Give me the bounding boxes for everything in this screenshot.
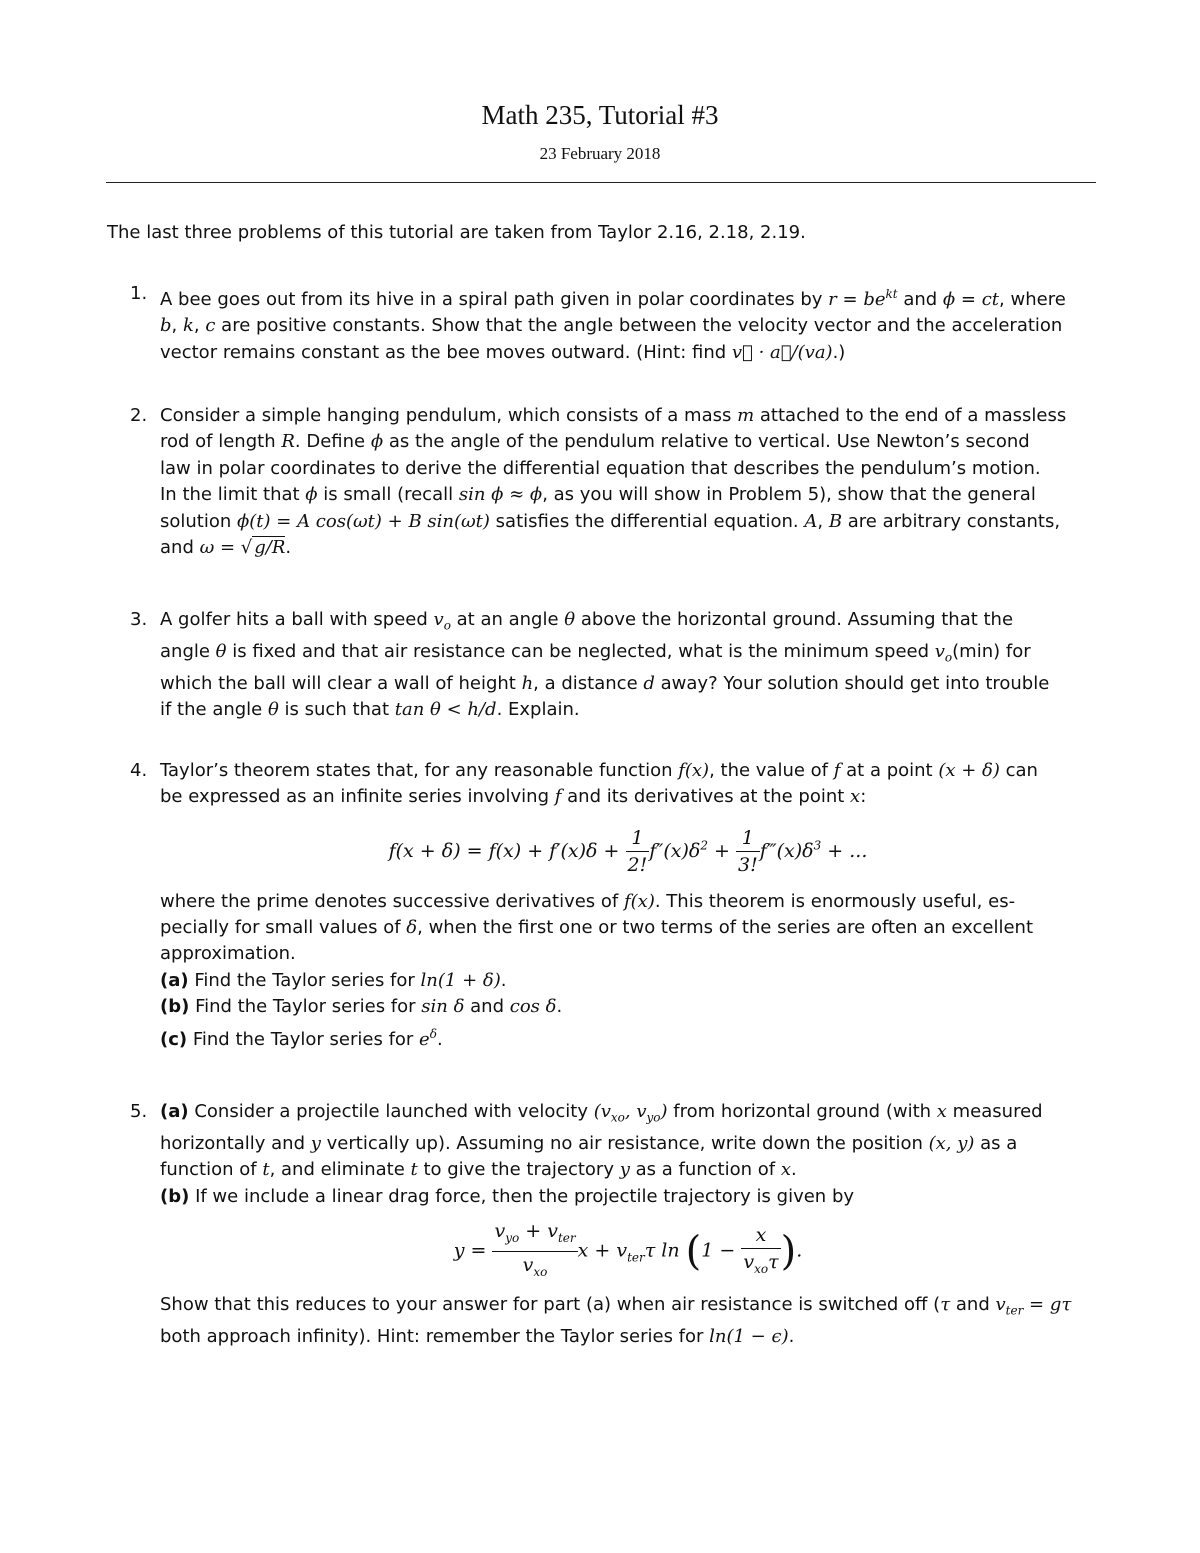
problem-2 bbox=[130, 403, 1096, 561]
page-title: Math 235, Tutorial #3 bbox=[481, 100, 719, 130]
problem-part-a: (a) Find the Taylor series for ln(1 + δ). bbox=[160, 969, 507, 991]
problem-number: 5. bbox=[130, 1101, 148, 1122]
problem-line: Show that this reduces to your answer for part (a) when air resistance is switched off (τ and $v_{ter} = g\tau$ bbox=[160, 1293, 1072, 1318]
problem-line: vector remains constant as the bee moves outward. (Hint: find v⃗ · a⃗/(va).) bbox=[160, 341, 846, 363]
intro-text: The last three problems of this tutorial are taken from Taylor 2.16, 2.18, 2.19. bbox=[107, 222, 806, 243]
problem-line: function of t, and eliminate t to give the trajectory y as a function of x. bbox=[160, 1159, 797, 1181]
problem-line: A bee goes out from its hive in a spiral path given in polar coordinates by $r = be^{kt}$ and ϕ = ct, where bbox=[160, 287, 1066, 310]
problem-line: be expressed as an infinite series involving f and its derivatives at the point x: bbox=[160, 786, 867, 808]
problem-line: horizontally and y vertically up). Assuming no air resistance, write down the position (x, y) as a bbox=[160, 1133, 1018, 1154]
problem-part-c: (c) Find the Taylor series for $e^\delta$. bbox=[160, 1026, 443, 1050]
problem-line: and ω = √ g/R. bbox=[160, 537, 292, 559]
problem-number: 4. bbox=[130, 760, 148, 781]
problem-line: (b) If we include a linear drag force, then the projectile trajectory is given by bbox=[160, 1185, 855, 1207]
problem-line: Taylor’s theorem states that, for any reasonable function f(x), the value of f at a point (x + δ) can bbox=[160, 760, 1038, 781]
problem-1 bbox=[130, 281, 1096, 366]
problem-line: In the limit that ϕ is small (recall sin ϕ ≈ ϕ, as you will show in Problem 5), show that the general bbox=[160, 484, 1036, 506]
problem-number: 3. bbox=[130, 609, 148, 630]
problem-line: angle θ is fixed and that air resistance can be neglected, what is the minimum speed $v_o(\min)$ for bbox=[160, 641, 1031, 665]
problem-5 bbox=[130, 1099, 1096, 1350]
drag-equation: y = $\frac{v_{yo} + v_{ter}}{v_{xo}}$ $x + v_{ter}\tau$ ln (1 − $\frac{x}{v_{xo}\tau}$ ). bbox=[160, 1218, 1096, 1285]
problem-3 bbox=[130, 607, 1096, 724]
problem-line: A golfer hits a ball with speed $v_o$ at an angle θ above the horizontal ground. Assuming that the bbox=[160, 609, 1014, 633]
problem-line: where the prime denotes successive derivatives of f(x). This theorem is enormously useful, es- bbox=[160, 890, 1016, 912]
page-date: 23 February 2018 bbox=[539, 144, 661, 163]
taylor-equation: f(x + δ) = f(x) + f′(x)δ + $\frac{1}{2!}$ $f''(x)\delta^2$ + $\frac{1}{3!}$ $f‴(x)\delta^3$ + ... bbox=[160, 825, 1096, 879]
problem-line: approximation. bbox=[160, 943, 296, 965]
problem-line: Consider a simple hanging pendulum, which consists of a mass m attached to the end of a massless bbox=[160, 405, 1067, 426]
problem-line: solution ϕ(t) = A cos(ωt) + B sin(ωt) satisfies the differential equation. A, B are arbitrary constants, bbox=[160, 510, 1061, 532]
problem-line: (a) Consider a projectile launched with velocity ($v_{xo}$, $v_{yo}$) from horizontal ground (with x measured bbox=[160, 1101, 1043, 1125]
problem-part-b: (b) Find the Taylor series for sin δ and cos δ. bbox=[160, 996, 563, 1018]
problem-line: which the ball will clear a wall of height h, a distance d away? Your solution should get into trouble bbox=[160, 673, 1050, 694]
problem-number: 2. bbox=[130, 405, 148, 426]
problem-line: both approach infinity). Hint: remember the Taylor series for ln(1 − ϵ). bbox=[160, 1325, 795, 1347]
header-rule bbox=[106, 182, 1096, 183]
problem-line: law in polar coordinates to derive the differential equation that describes the pendulum’s motion. bbox=[160, 457, 1041, 479]
problem-line: pecially for small values of δ, when the first one or two terms of the series are often an excellent bbox=[160, 917, 1034, 939]
problem-4 bbox=[130, 758, 1096, 1053]
problem-line: if the angle θ is such that tan θ < h/d. Explain. bbox=[160, 699, 580, 721]
problem-line: rod of length R. Define ϕ as the angle of the pendulum relative to vertical. Use Newton’s second bbox=[160, 431, 1030, 453]
problem-line: b, k, c are positive constants. Show that the angle between the velocity vector and the acceleration bbox=[160, 315, 1063, 337]
problem-number: 1. bbox=[130, 283, 148, 304]
